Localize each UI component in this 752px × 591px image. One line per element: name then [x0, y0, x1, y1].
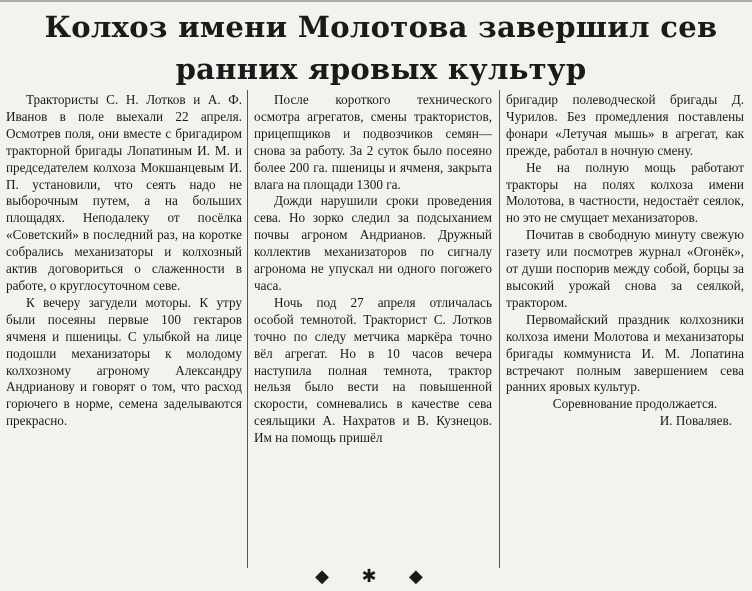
- paragraph: Первомайский праздник колхозники колхоза имени Молотова и механизаторы бригады коммуниста И. М. Лопатина встречают полным завершением сева ранних яровых культур.: [506, 311, 744, 395]
- column-1: [6, 92, 242, 430]
- column-3: [506, 92, 744, 430]
- top-rule: [0, 0, 752, 2]
- section-ornament: ◆ ✱ ◆: [315, 566, 437, 586]
- paragraph: Дожди нарушили сроки проведения сева. Но зорко следил за подсыханием почвы агроном Андрианов. Дружный коллектив механизаторов по сигналу агронома не упускал ни одного погожего часа.: [254, 193, 492, 293]
- column-divider: [247, 90, 248, 568]
- headline-line-1: Колхоз имени Молотова завершил сев: [44, 10, 718, 44]
- paragraph: Ночь под 27 апреля отличалась особой темнотой. Тракторист С. Лотков точно по следу метчика маркёра точно вёл агрегат. Но в 10 часов вечера наступила полная темнота, трактор нельзя было вести на повышенной скорости, сомневались в качестве сева сеяльщики А. Нахратов и В. Кузнецов. Им на помощь пришёл: [254, 294, 492, 446]
- article-headline: [40, 6, 722, 90]
- author-signature: И. Поваляев.: [659, 413, 732, 429]
- paragraph: После короткого технического осмотра агрегатов, смены трактористов, прицепщиков и подвозчиков семян—снова за работу. За 2 суток было посеяно более 200 га. пшеницы и ячменя, закрыта влага на площади 1300 га.: [254, 92, 492, 192]
- paragraph: Не на полную мощь работают тракторы на полях колхоза имени Молотова, в частности, недостаёт сеялок, но это не смущает механизаторов.: [506, 159, 744, 226]
- column-2: [254, 92, 492, 447]
- paragraph: Трактористы С. Н. Лотков и А. Ф. Иванов в поле выехали 22 апреля. Осмотрев поля, они вместе с бригадиром тракторной бригады Лопатиным И. М. и председателем колхоза Мокшанцевым И. П. установили, что сеять надо не выборочным путем, а на больших площадях. Неподалеку от посёлка «Советский» в последний раз, на коротке собрались механизаторы и колхозный актив договориться о слаженности в работе, о круглосуточном севе.: [6, 92, 242, 293]
- closing-line: Соревнование продолжается.: [552, 396, 718, 412]
- paragraph: бригадир полеводческой бригады Д. Чурилов. Без промедления поставлены фонари «Летучая мышь» в агрегат, как прежде, работал в ночную смену.: [506, 92, 744, 158]
- paragraph: Почитав в свободную минуту свежую газету или посмотрев журнал «Огонёк», от души поспорив между собой, борцы за высокий урожай снова за сеялкой, трактором.: [506, 227, 744, 310]
- column-divider: [499, 90, 500, 568]
- paragraph: К вечеру загудели моторы. К утру были посеяны первые 100 гектаров ячменя и пшеницы. С улыбкой на лице подошли механизаторы к молодому колхозному агроному Александру Андрианову и говорят о том, что расход горючего в норме, семена заделываются прекрасно.: [6, 294, 242, 429]
- headline-line-2: ранних яровых культур: [175, 52, 587, 86]
